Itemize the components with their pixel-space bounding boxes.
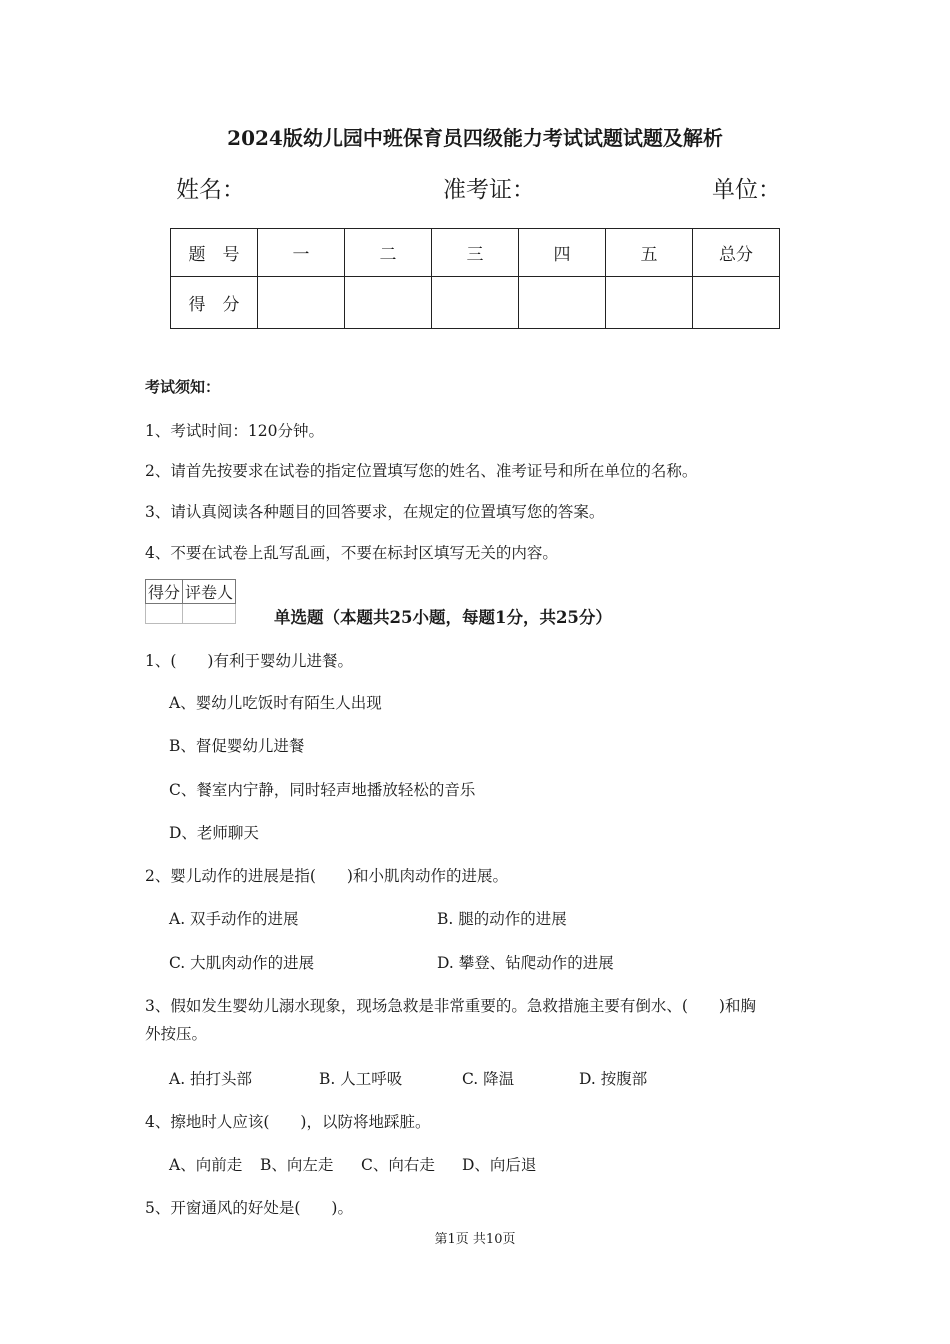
score-table-header-cell: 三 xyxy=(432,229,519,277)
question-5-stem: 5、开窗通风的好处是( )。 xyxy=(145,1199,353,1217)
grader-name-cell[interactable] xyxy=(183,604,236,624)
question-4-option-a[interactable]: A、向前走 xyxy=(169,1156,243,1174)
question-3-stem-continued: 外按压。 xyxy=(145,1025,208,1043)
question-3-option-c[interactable]: C. 降温 xyxy=(462,1070,515,1088)
question-4-option-b[interactable]: B、向左走 xyxy=(260,1156,334,1174)
question-3-option-b[interactable]: B. 人工呼吸 xyxy=(319,1070,403,1088)
notice-heading: 考试须知： xyxy=(145,378,221,396)
grader-score-cell[interactable] xyxy=(146,604,183,624)
question-4-stem: 4、擦地时人应该( )，以防将地踩脏。 xyxy=(145,1113,431,1131)
score-cell[interactable] xyxy=(519,277,606,329)
score-cell[interactable] xyxy=(693,277,780,329)
notice-item: 2、请首先按要求在试卷的指定位置填写您的姓名、准考证号和所在单位的名称。 xyxy=(145,462,698,480)
question-1-stem: 1、( )有利于婴幼儿进餐。 xyxy=(145,652,353,670)
question-2-option-a[interactable]: A. 双手动作的进展 xyxy=(169,910,299,928)
ticket-number-label: 准考证： xyxy=(443,177,535,203)
score-row-label: 得 分 xyxy=(171,277,258,329)
question-2-stem: 2、婴儿动作的进展是指( )和小肌肉动作的进展。 xyxy=(145,867,508,885)
score-table-header-cell: 二 xyxy=(345,229,432,277)
score-table-score-row xyxy=(171,277,780,329)
notice-item: 1、考试时间：120分钟。 xyxy=(145,422,324,440)
question-3-option-d[interactable]: D. 按腹部 xyxy=(579,1070,648,1088)
score-cell[interactable] xyxy=(432,277,519,329)
unit-label: 单位： xyxy=(712,177,781,203)
score-table-header-cell: 四 xyxy=(519,229,606,277)
grader-score-label: 得分 xyxy=(146,580,183,604)
score-table-header-row xyxy=(171,229,780,277)
score-table-header-cell: 题 号 xyxy=(171,229,258,277)
question-1-option-b[interactable]: B、督促婴幼儿进餐 xyxy=(169,737,305,755)
name-label: 姓名： xyxy=(176,177,245,203)
score-table xyxy=(170,228,780,329)
grader-box xyxy=(145,579,236,624)
score-cell[interactable] xyxy=(345,277,432,329)
question-3-option-a[interactable]: A. 拍打头部 xyxy=(169,1070,253,1088)
section-heading: 单选题（本题共25小题，每题1分，共25分） xyxy=(274,608,612,627)
document-title: 2024版幼儿园中班保育员四级能力考试试题试题及解析 xyxy=(227,126,723,150)
score-cell[interactable] xyxy=(606,277,693,329)
question-2-option-b[interactable]: B. 腿的动作的进展 xyxy=(437,910,567,928)
question-2-option-c[interactable]: C. 大肌肉动作的进展 xyxy=(169,954,315,972)
question-4-option-d[interactable]: D、向后退 xyxy=(462,1156,537,1174)
grader-name-label: 评卷人 xyxy=(183,580,236,604)
page-footer: 第1页 共10页 xyxy=(434,1232,516,1247)
question-1-option-c[interactable]: C、餐室内宁静，同时轻声地播放轻松的音乐 xyxy=(169,781,476,799)
question-1-option-a[interactable]: A、婴幼儿吃饭时有陌生人出现 xyxy=(169,694,382,712)
notice-item: 3、请认真阅读各种题目的回答要求，在规定的位置填写您的答案。 xyxy=(145,503,605,521)
score-table-header-cell: 五 xyxy=(606,229,693,277)
score-table-header-cell: 总分 xyxy=(693,229,780,277)
question-4-option-c[interactable]: C、向右走 xyxy=(361,1156,435,1174)
notice-item: 4、不要在试卷上乱写乱画，不要在标封区填写无关的内容。 xyxy=(145,544,558,562)
score-cell[interactable] xyxy=(258,277,345,329)
question-1-option-d[interactable]: D、老师聊天 xyxy=(169,824,259,842)
question-2-option-d[interactable]: D. 攀登、钻爬动作的进展 xyxy=(437,954,614,972)
question-3-stem: 3、假如发生婴幼儿溺水现象，现场急救是非常重要的。急救措施主要有倒水、( )和胸 xyxy=(145,997,756,1015)
score-table-header-cell: 一 xyxy=(258,229,345,277)
